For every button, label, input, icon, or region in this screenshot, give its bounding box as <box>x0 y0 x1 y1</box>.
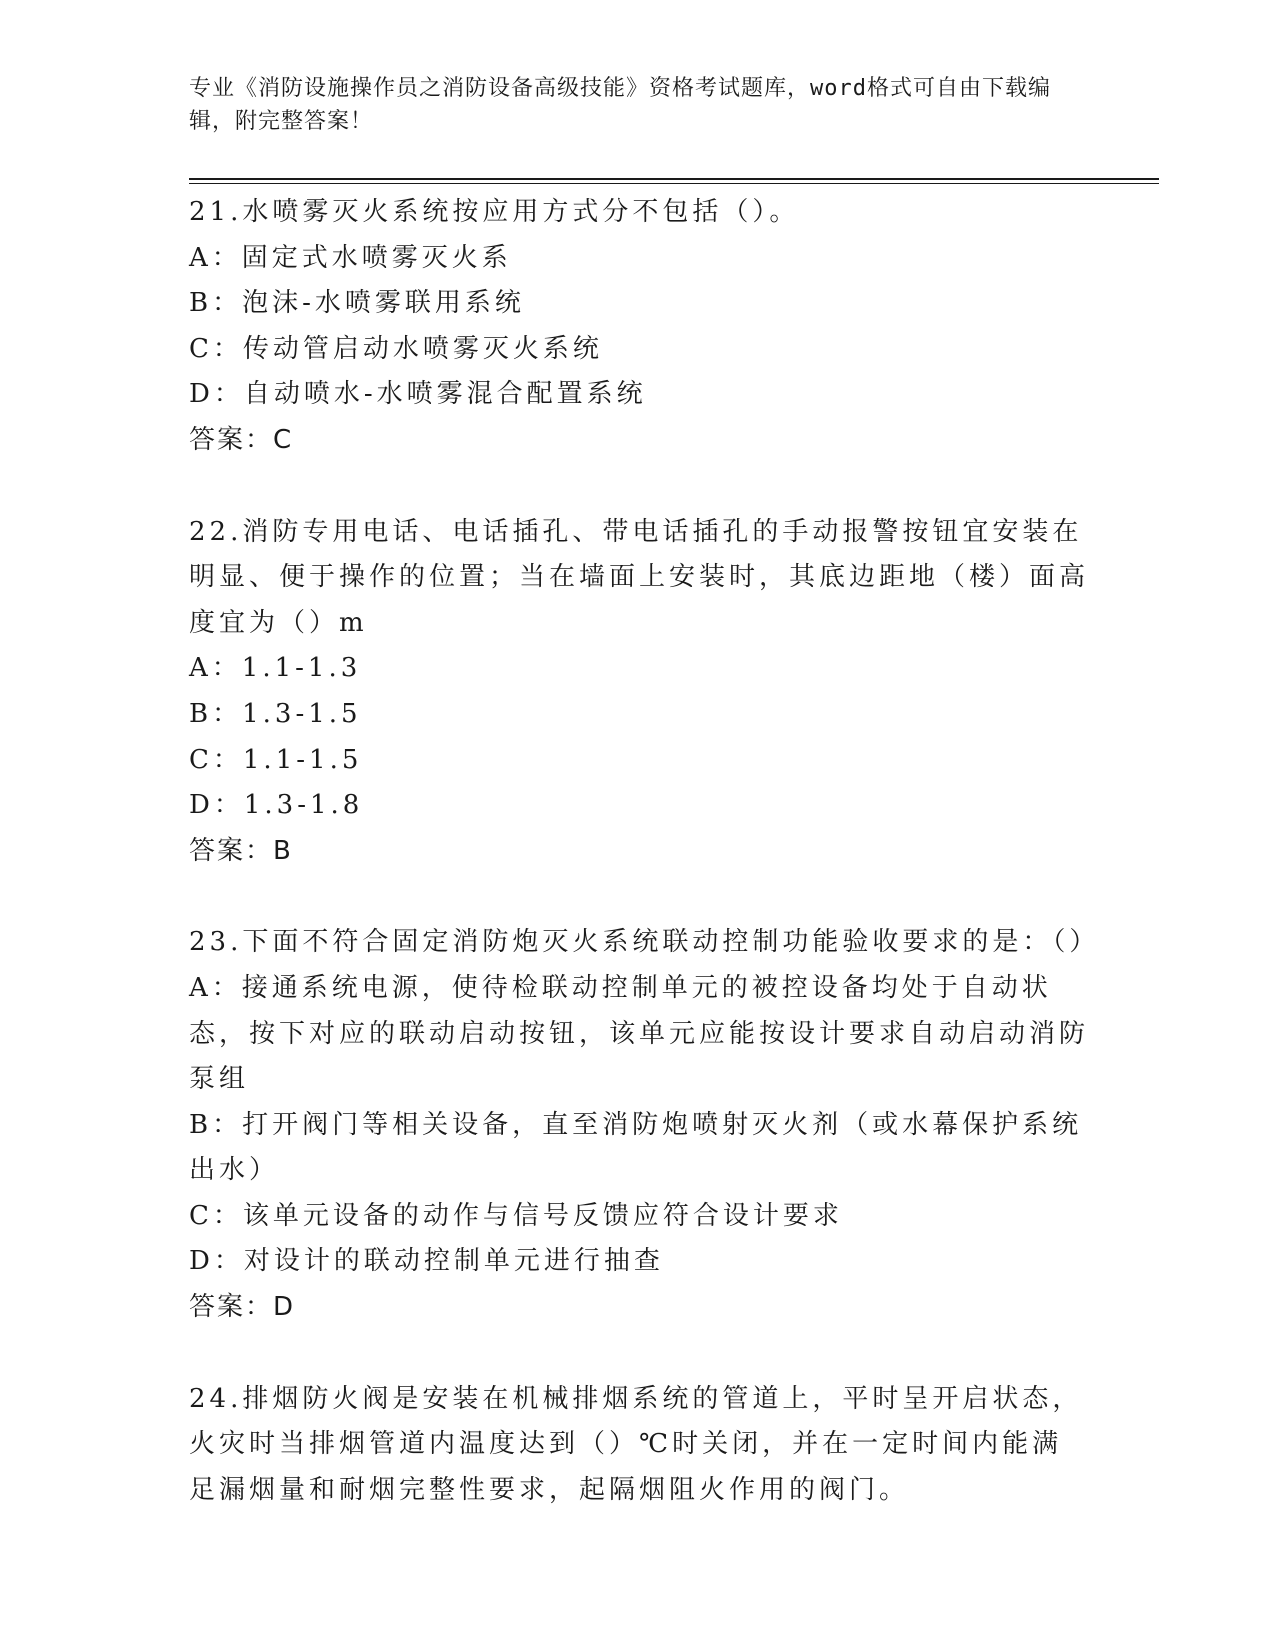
question-stem: 23.下面不符合固定消防炮灭火系统联动控制功能验收要求的是：（） <box>189 927 1100 958</box>
question-23 <box>189 920 1100 1330</box>
option-b: B：打开阀门等相关设备，直至消防炮喷射灭火剂（或水幕保护系统出水） <box>189 1109 1083 1186</box>
answer-line: 答案：B <box>189 835 293 866</box>
option-a: A：固定式水喷雾灭火系 <box>189 242 512 273</box>
question-22 <box>189 510 1089 875</box>
question-stem: 21.水喷雾灭火系统按应用方式分不包括（）。 <box>189 197 800 227</box>
question-stem: 22.消防专用电话、电话插孔、带电话插孔的手动报警按钮宜安装在明显、便于操作的位置；当在墙面上安装时，其底边距地（楼）面高度宜为（）m <box>189 516 1090 638</box>
option-d: D：对设计的联动控制单元进行抽查 <box>189 1246 664 1277</box>
option-d: D：自动喷水-水喷雾混合配置系统 <box>189 379 647 410</box>
option-b: B：泡沫-水喷雾联用系统 <box>189 288 525 319</box>
question-stem: 24.排烟防火阀是安装在机械排烟系统的管道上，平时呈开启状态，火灾时当排烟管道内温度达到（）℃时关闭，并在一定时间内能满足漏烟量和耐烟完整性要求，起隔烟阻火作用的阀门。 <box>189 1383 1083 1505</box>
document-header-note: 专业《消防设施操作员之消防设备高级技能》资格考试题库，word格式可自由下载编辑，附完整答案！ <box>189 76 1051 134</box>
option-a: A：1.1-1.3 <box>189 653 362 684</box>
answer-line: 答案：C <box>189 424 294 455</box>
question-list <box>189 190 1100 1559</box>
option-c: C：该单元设备的动作与信号反馈应符合设计要求 <box>189 1200 843 1231</box>
option-b: B：1.3-1.5 <box>189 698 362 729</box>
option-a: A：接通系统电源，使待检联动控制单元的被控设备均处于自动状态，按下对应的联动启动按钮，该单元应能按设计要求自动启动消防泵组 <box>189 972 1090 1095</box>
option-c: C：1.1-1.5 <box>189 744 363 775</box>
question-24 <box>189 1377 1089 1514</box>
answer-line: 答案：D <box>189 1292 296 1323</box>
option-d: D：1.3-1.8 <box>189 790 364 821</box>
header-divider-thin <box>189 183 1159 184</box>
header-divider-thick <box>189 178 1159 180</box>
option-c: C：传动管启动水喷雾灭火系统 <box>189 333 603 364</box>
question-21 <box>189 190 1089 464</box>
